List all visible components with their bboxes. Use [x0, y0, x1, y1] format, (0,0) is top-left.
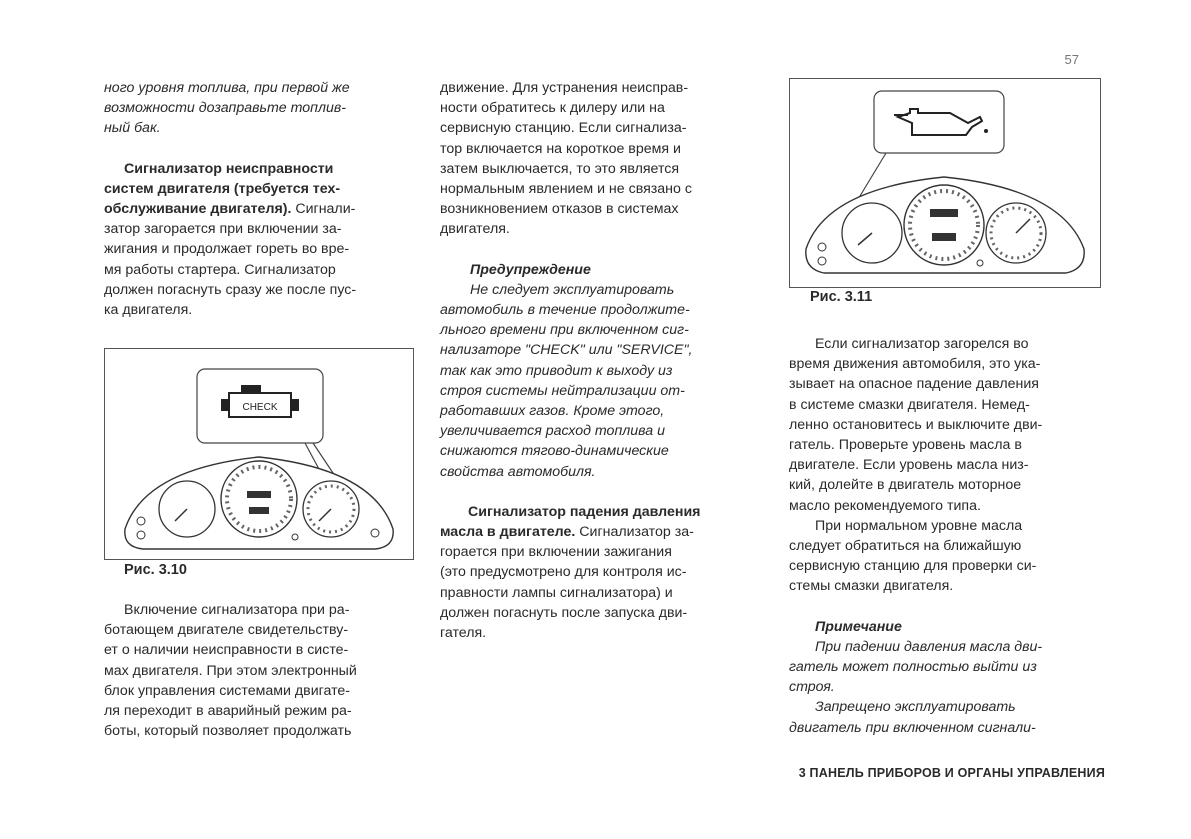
- column-3: [789, 334, 1103, 738]
- text-line: автомобиль в течение продолжите-: [440, 302, 690, 319]
- text-line: обслуживание двигателя). Сигнали-: [104, 201, 356, 218]
- text-line: сервисную станцию. Если сигнализа-: [440, 120, 687, 137]
- text-line: затем выключается, то это является: [440, 160, 680, 177]
- text-line: При падении давления масла дви-: [815, 638, 1043, 655]
- text-line: строя системы нейтрализации от-: [440, 382, 685, 399]
- text-line: двигателя.: [440, 221, 510, 238]
- text-line: ботающем двигателе свидетельству-: [104, 622, 349, 639]
- figure-caption: Рис. 3.11: [810, 289, 873, 305]
- text-line: правности лампы сигнализатора) и: [440, 584, 673, 601]
- text-line: затор загорается при включении за-: [104, 221, 342, 238]
- warning-title: Предупреждение: [470, 261, 591, 278]
- text-line: ного уровня топлива, при первой же: [104, 80, 350, 96]
- text-line: блок управления системами двигате-: [104, 682, 351, 699]
- text-line: движение. Для устранения неисправ-: [440, 80, 689, 96]
- text-line: кий, долейте в двигатель моторное: [789, 477, 1022, 494]
- figure-3-10: [104, 348, 414, 560]
- text-line: боты, который позволяет продолжать: [104, 723, 352, 740]
- text-line: льного времени при включенном сиг-: [440, 322, 689, 339]
- text-line: гатель. Проверьте уровень масла в: [789, 437, 1022, 454]
- text-line: в системе смазки двигателя. Немед-: [789, 396, 1030, 413]
- page-number: 57: [1064, 52, 1079, 67]
- text-line: При нормальном уровне масла: [815, 517, 1023, 534]
- text-line: гателя.: [440, 625, 487, 642]
- instrument-cluster-illustration: [790, 79, 1100, 287]
- text-line: двигатель при включенном сигнали-: [789, 719, 1036, 736]
- text-line: ности обратитесь к дилеру или на: [440, 100, 665, 117]
- text-line: работавших газов. Кроме этого,: [440, 403, 665, 420]
- instrument-cluster-illustration: [105, 349, 413, 559]
- text-line: возникновением отказов в системах: [440, 201, 679, 218]
- column-2: [440, 78, 763, 643]
- text-line: масло рекомендуемого типа.: [789, 497, 981, 514]
- section-heading: Сигнализатор падения давления: [468, 503, 701, 520]
- text-line: стемы смазки двигателя.: [789, 578, 954, 595]
- text-line: жигания и продолжает гореть во вре-: [104, 241, 350, 258]
- text-line: мя работы стартера. Сигнализатор: [104, 261, 336, 278]
- section-heading: Сигнализатор неисправности: [124, 160, 334, 177]
- column-1: [104, 78, 417, 320]
- text-line: должен погаснуть сразу же после пус-: [104, 281, 357, 298]
- text-line: (это предусмотрено для контроля ис-: [440, 564, 687, 581]
- text-line: Включение сигнализатора при ра-: [124, 602, 350, 618]
- text-line: мах двигателя. При этом электронный: [104, 662, 357, 679]
- figure-caption: Рис. 3.10: [124, 562, 187, 578]
- text-line: Запрещено эксплуатировать: [815, 699, 1016, 716]
- text-line: ленно остановитесь и выключите дви-: [789, 416, 1043, 433]
- text-line: сервисную станцию для проверки си-: [789, 558, 1037, 575]
- text-line: снижаются тягово-динамические: [440, 443, 669, 460]
- text-line: время движения автомобиля, это ука-: [789, 356, 1041, 373]
- text-line: так как это приводит к выходу из: [440, 362, 673, 379]
- text-line: масла в двигателе. Сигнализатор за-: [440, 524, 694, 541]
- text-line: увеличивается расход топлива и: [440, 423, 665, 440]
- text-line: следует обратиться на ближайшую: [789, 538, 1022, 555]
- svg-text:CHECK: CHECK: [242, 402, 278, 413]
- text-line: горается при включении зажигания: [440, 544, 672, 561]
- text-line: нормальным явлением и не связано с: [440, 181, 692, 198]
- section-heading: систем двигателя (требуется тех-: [104, 180, 341, 197]
- text-line: гатель может полностью выйти из: [789, 659, 1037, 676]
- text-line: Если сигнализатор загорелся во: [815, 336, 1029, 352]
- text-line: свойства автомобиля.: [440, 463, 596, 480]
- text-line: двигателе. Если уровень масла низ-: [789, 457, 1029, 474]
- text-line: тор включается на короткое время и: [440, 140, 681, 157]
- text-line: нализаторе "CHECK" или "SERVICE",: [440, 342, 693, 359]
- text-line: строя.: [789, 679, 835, 696]
- column-1-bottom: [104, 600, 417, 741]
- text-line: Не следует эксплуатировать: [470, 281, 675, 298]
- text-line: ка двигателя.: [104, 302, 193, 319]
- page-footer: 3 ПАНЕЛЬ ПРИБОРОВ И ОРГАНЫ УПРАВЛЕНИЯ: [798, 766, 1105, 780]
- note-title: Примечание: [815, 618, 902, 635]
- text-line: ля переходит в аварийный режим ра-: [104, 703, 352, 720]
- text-line: должен погаснуть после запуска дви-: [440, 604, 688, 621]
- text-line: ет о наличии неисправности в систе-: [104, 642, 349, 659]
- figure-3-11: [789, 78, 1101, 288]
- text-line: ный бак.: [104, 120, 161, 137]
- text-line: зывает на опасное падение давления: [789, 376, 1039, 393]
- text-line: возможности дозаправьте топлив-: [104, 100, 346, 117]
